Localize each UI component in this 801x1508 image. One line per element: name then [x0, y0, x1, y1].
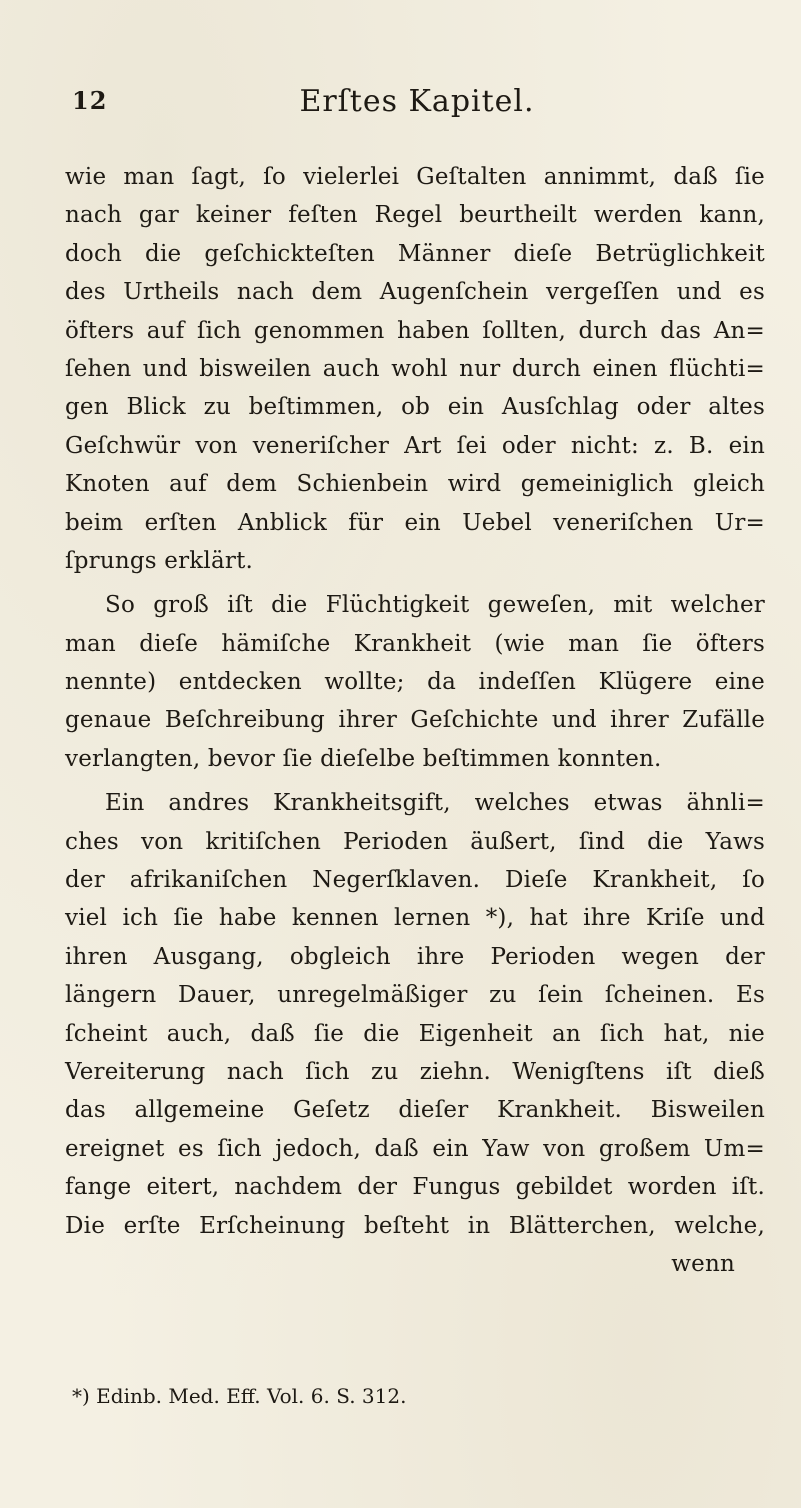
- text-line: ſehen und bisweilen auch wohl nur durch einen flüchti=: [65, 355, 765, 382]
- text-line: das allgemeine Geſetz dieſer Krankheit. Bisweilen: [65, 1097, 765, 1124]
- page-header: [72, 84, 762, 124]
- text-line: beim erſten Anblick für ein Uebel veneriſchen Ur=: [65, 509, 765, 536]
- text-line: Vereiterung nach ſich zu ziehn. Wenigſtens iſt dieß: [65, 1058, 765, 1085]
- text-line: genaue Beſchreibung ihrer Geſchichte und ihrer Zufälle: [65, 707, 765, 734]
- text-line: ereignet es ſich jedoch, daß ein Yaw von großem Um=: [65, 1135, 765, 1162]
- text-line: fange eitert, nachdem der Fungus gebildet worden iſt.: [65, 1174, 765, 1201]
- text-line: doch die geſchickteſten Männer dieſe Betrüglichkeit: [65, 240, 765, 267]
- text-line: wie man ſagt, ſo vielerlei Geſtalten annimmt, daß ſie: [65, 164, 765, 190]
- text-line: öfters auf ſich genommen haben ſollten, durch das An=: [65, 317, 765, 344]
- text-line: ihren Ausgang, obgleich ihre Perioden wegen der: [65, 943, 765, 970]
- text-line: des Urtheils nach dem Augenſchein vergeſſen und es: [65, 279, 765, 306]
- text-line: ches von kritiſchen Perioden äußert, ſind die Yaws: [65, 828, 765, 855]
- text-line: nach gar keiner feſten Regel beurtheilt werden kann,: [65, 202, 765, 229]
- text-line: So groß iſt die Flüchtigkeit geweſen, mit welcher: [105, 592, 765, 619]
- text-line: Knoten auf dem Schienbein wird gemeiniglich gleich: [65, 471, 765, 498]
- text-line: Geſchwür von veneriſcher Art ſei oder nicht: z. B. ein: [65, 432, 765, 459]
- text-line: Die erſte Erſcheinung beſteht in Blätterchen, welche,: [65, 1212, 765, 1239]
- text-line: Ein andres Krankheitsgift, welches etwas ähnli=: [105, 790, 765, 817]
- text-line: ſprungs erklärt.: [65, 547, 254, 574]
- text-line: gen Blick zu beſtimmen, ob ein Ausſchlag oder altes: [65, 394, 765, 421]
- text-line: verlangten, bevor ſie dieſelbe beſtimmen konnten.: [65, 745, 662, 772]
- text-line: ſcheint auch, daß ſie die Eigenheit an ſich hat, nie: [65, 1020, 765, 1047]
- text-line: nennte) entdecken wollte; da indeſſen Klügere eine: [65, 669, 765, 696]
- text-line: der afrikaniſchen Negerſklaven. Dieſe Krankheit, ſo: [65, 867, 765, 894]
- catchword: wenn: [671, 1250, 735, 1277]
- text-line: man dieſe hämiſche Krankheit (wie man ſie öfters: [65, 630, 765, 657]
- page-number: 12: [72, 86, 108, 115]
- text-line: längern Dauer, unregelmäßiger zu ſein ſcheinen. Es: [65, 982, 765, 1009]
- body-text: [65, 158, 765, 1283]
- running-head: Erſtes Kapitel.: [299, 84, 535, 119]
- text-line: viel ich ſie habe kennen lernen *), hat ihre Kriſe und: [65, 905, 765, 932]
- footnote: *) Edinb. Med. Eff. Vol. 6. S. 312.: [72, 1384, 407, 1408]
